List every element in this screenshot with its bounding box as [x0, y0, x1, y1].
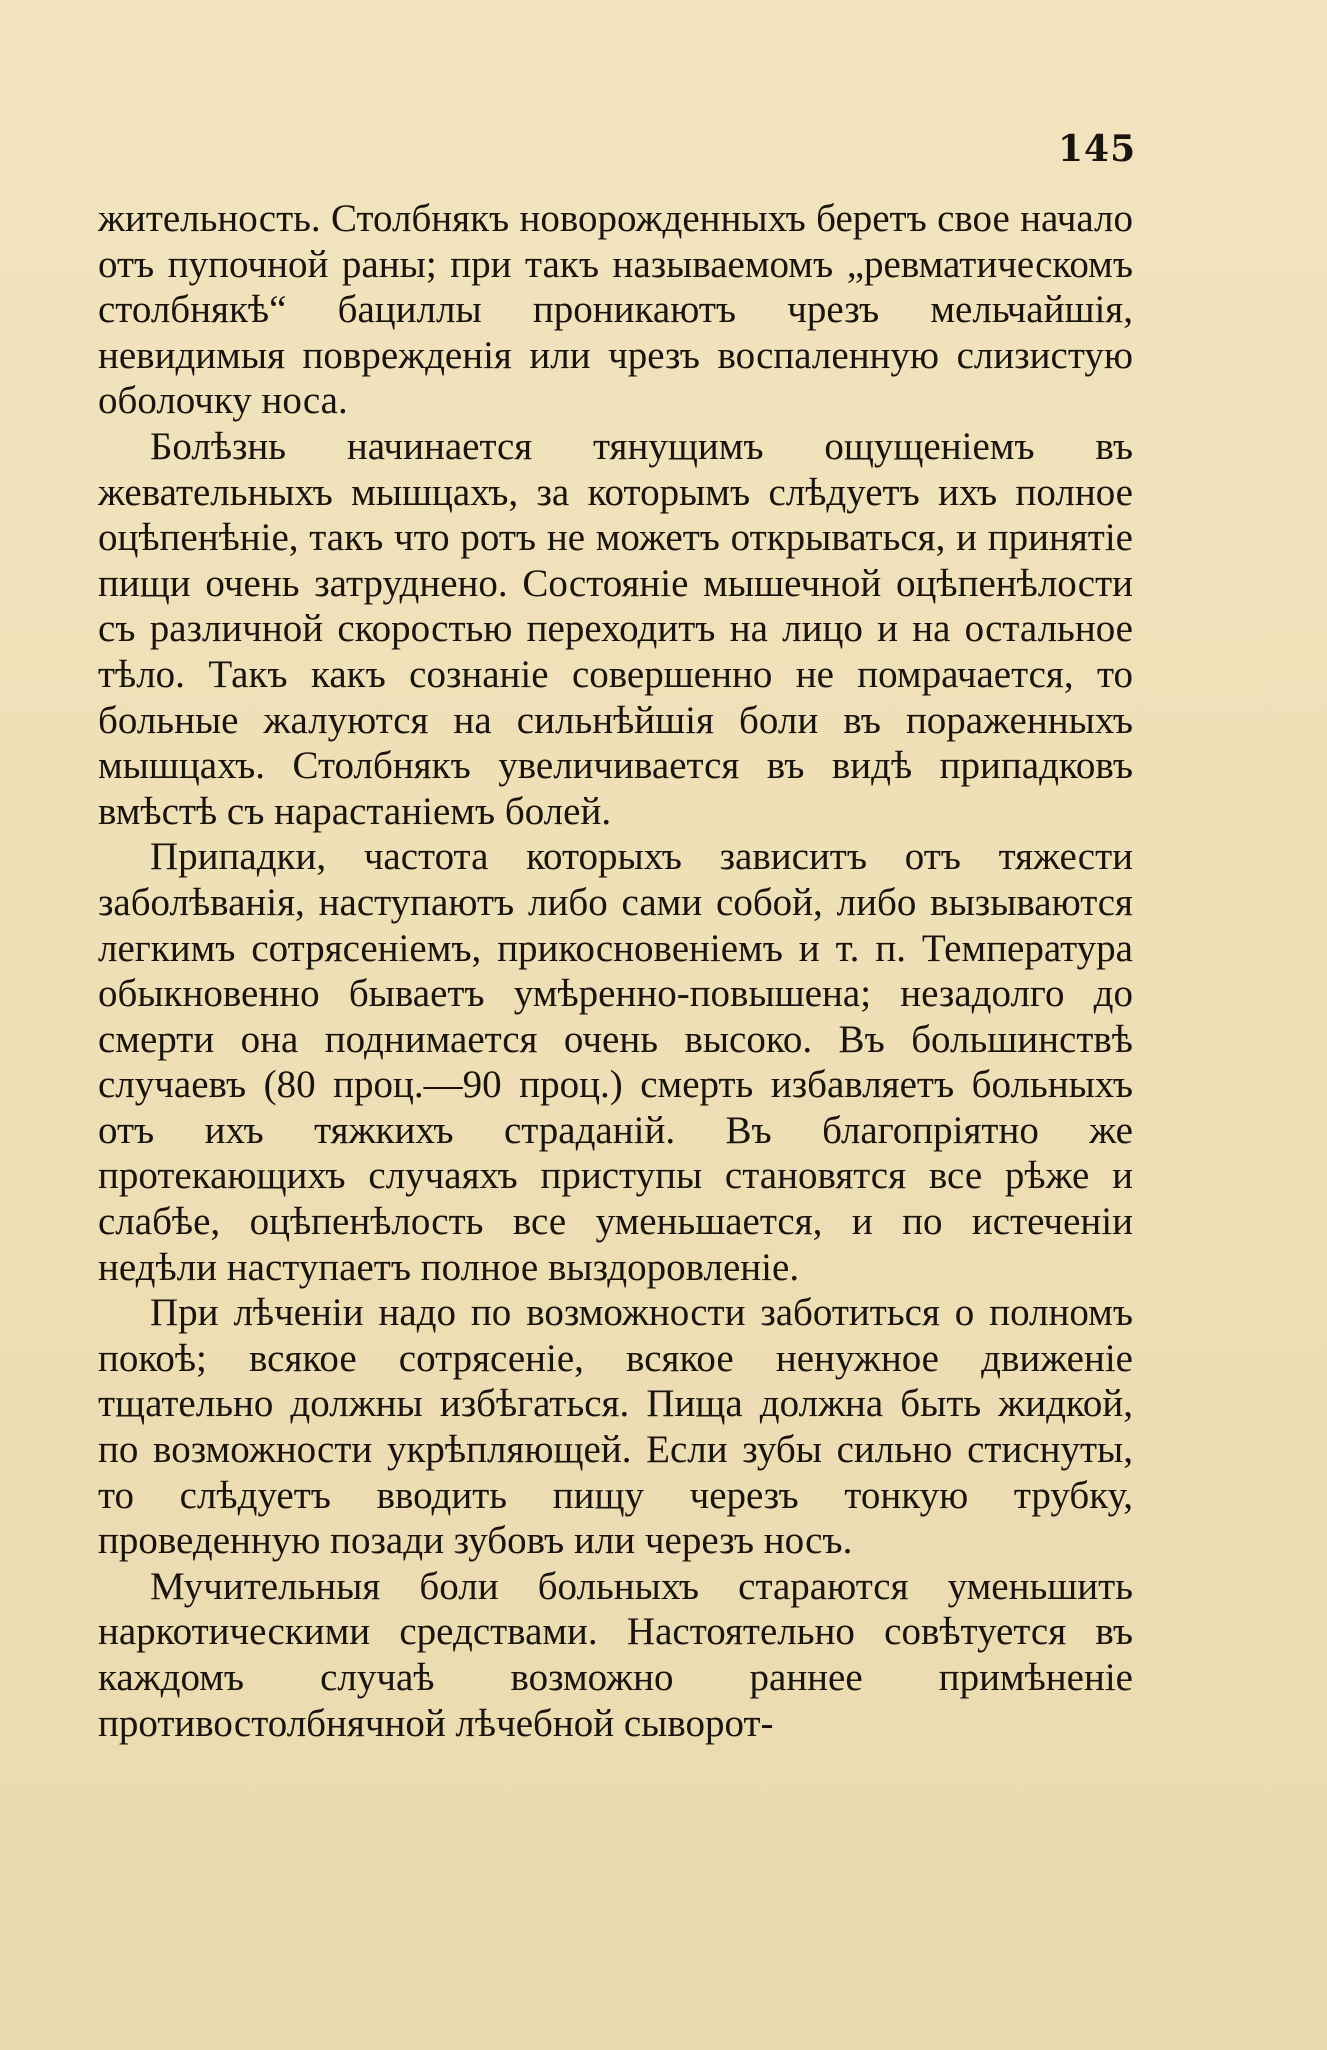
- paragraph-1: жительность. Столбнякъ новорожденныхъ беретъ свое начало отъ пупочной раны; при такъ называемомъ „ревматическомъ столбнякѣ“ бациллы проникаютъ чрезъ мельчайшія, невидимыя поврежденія или чрезъ воспаленную слизистую оболочку носа.: [98, 197, 1133, 423]
- page-number: 145: [1058, 128, 1137, 170]
- paragraph-2: Болѣзнь начинается тянущимъ ощущеніемъ въ жевательныхъ мышцахъ, за которымъ слѣдуетъ ихъ полное оцѣпенѣніе, такъ что ротъ не можетъ открываться, и принятіе пищи очень затруднено. Состояніе мышечной оцѣпенѣлости съ различной скоростью переходитъ на лицо и на остальное тѣло. Такъ какъ сознаніе совершенно не помрачается, то больные жалуются на сильнѣйшія боли въ пораженныхъ мышцахъ. Столбнякъ увеличивается въ видѣ припадковъ вмѣстѣ съ нарастаніемъ болей.: [98, 424, 1133, 833]
- body-text: [98, 196, 1133, 1746]
- paragraph-5: Мучительныя боли больныхъ стараются уменьшить наркотическими средствами. Настоятельно совѣтуется въ каждомъ случаѣ возможно раннее примѣненіе противостолбнячной лѣчебной сыворот-: [98, 1564, 1133, 1745]
- paragraph-3: Припадки, частота которыхъ зависитъ отъ тяжести заболѣванія, наступаютъ либо сами собой, либо вызываются легкимъ сотрясеніемъ, прикосновеніемъ и т. п. Температура обыкновенно бываетъ умѣренно-повышена; незадолго до смерти она поднимается очень высоко. Въ большинствѣ случаевъ (80 проц.—90 проц.) смерть избавляетъ больныхъ отъ ихъ тяжкихъ страданій. Въ благопріятно же протекающихъ случаяхъ приступы становятся все рѣже и слабѣе, оцѣпенѣлость все уменьшается, и по истеченіи недѣли наступаетъ полное выздоровленіе.: [98, 835, 1133, 1289]
- paragraph-4: При лѣченіи надо по возможности заботиться о полномъ покоѣ; всякое сотрясеніе, всякое ненужное движеніе тщательно должны избѣгаться. Пища должна быть жидкой, по возможности укрѣпляющей. Если зубы сильно стиснуты, то слѣдуетъ вводить пищу черезъ тонкую трубку, проведенную позади зубовъ или черезъ носъ.: [98, 1291, 1133, 1563]
